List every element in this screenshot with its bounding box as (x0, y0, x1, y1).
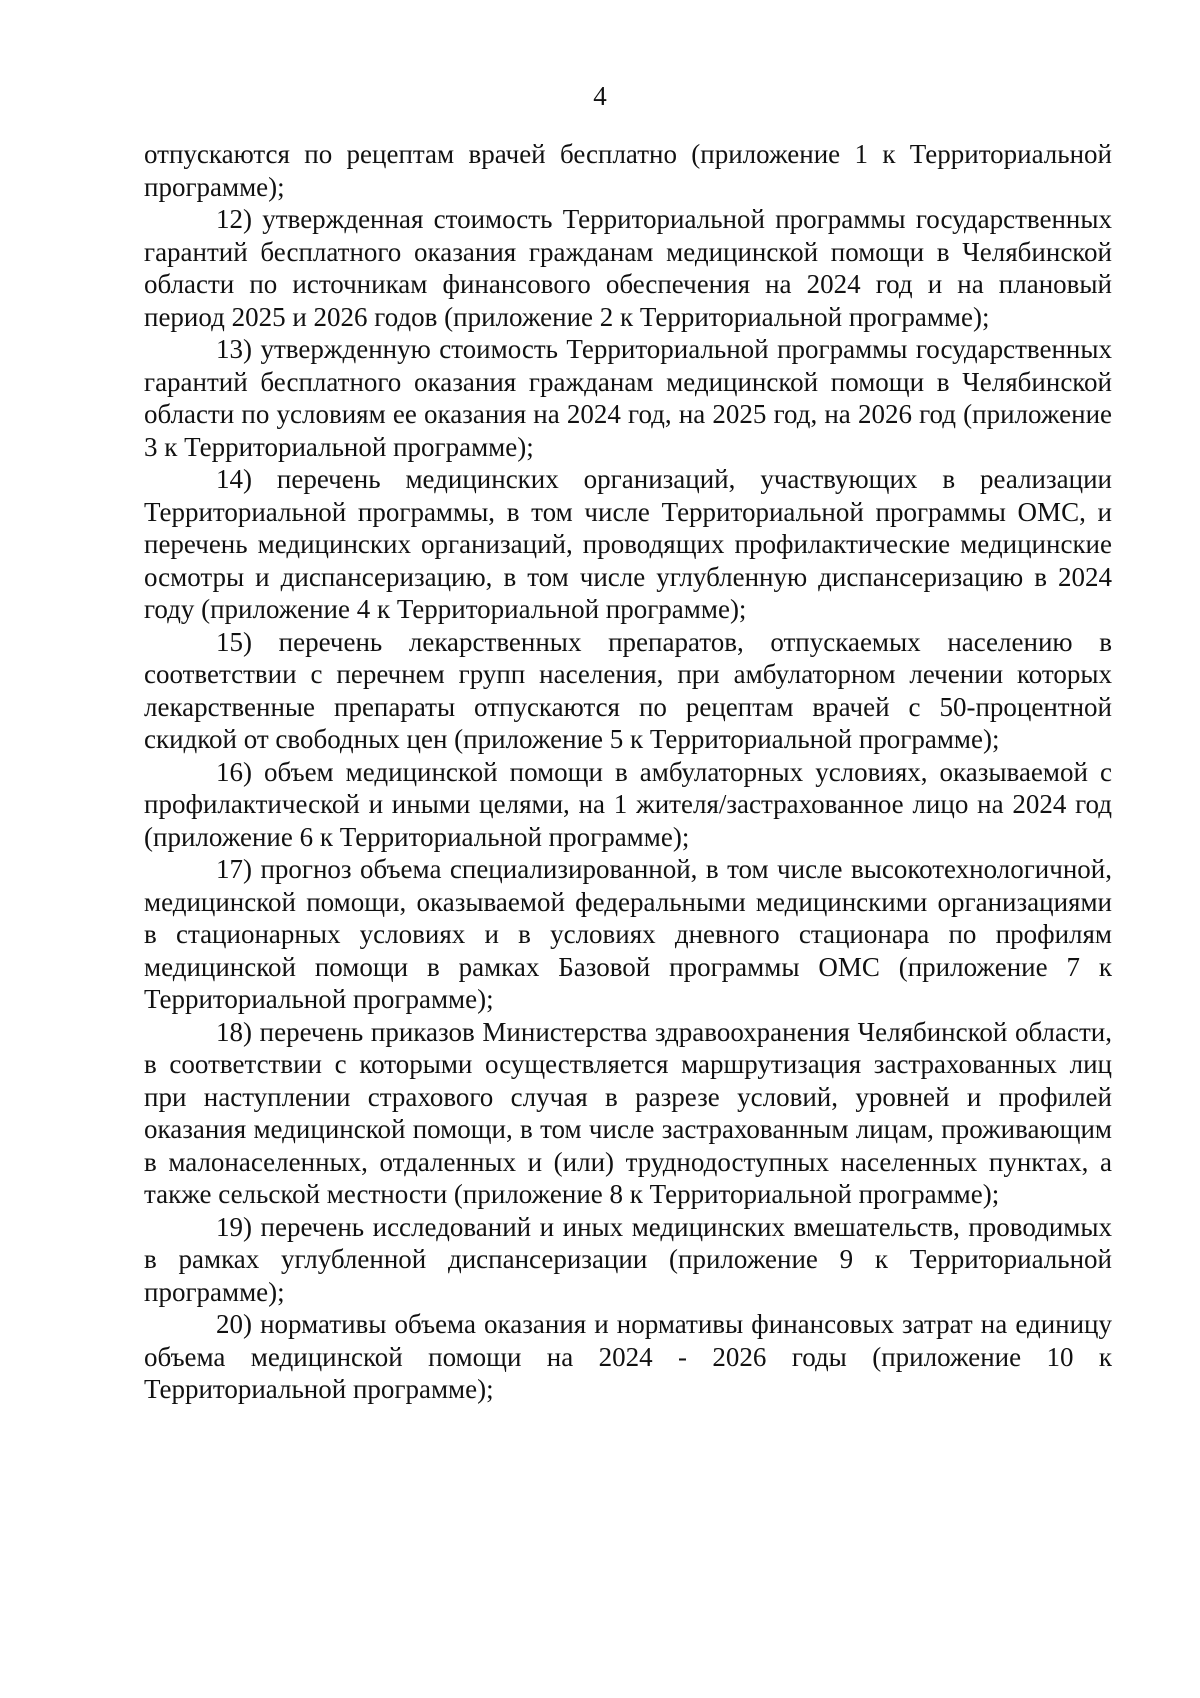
page-number: 4 (593, 81, 607, 111)
paragraph-item-14: 14) перечень медицинских организаций, участвующих в реализации Территориальной программы, в том числе Территориальной программы ОМС, и перечень медицинских организаций, проводящих профилактические медицинские осмотры и диспансеризацию, в том числе углубленную диспансеризацию в 2024 году (приложение 4 к Территориальной программе); (144, 464, 1112, 624)
paragraph-continuation: отпускаются по рецептам врачей бесплатно (приложение 1 к Территориальной программе); (144, 139, 1112, 202)
paragraph-item-15: 15) перечень лекарственных препаратов, отпускаемых населению в соответствии с перечнем групп населения, при амбулаторном лечении которых лекарственные препараты отпускаются по рецептам врачей с 50-процентной скидкой от свободных цен (приложение 5 к Территориальной программе); (144, 626, 1112, 754)
paragraph-item-12: 12) утвержденная стоимость Территориальной программы государственных гарантий бесплатного оказания гражданам медицинской помощи в Челябинской области по источникам финансового обеспечения на 2024 год и на плановый период 2025 и 2026 годов (приложение 2 к Территориальной программе); (144, 204, 1112, 332)
document-body (144, 138, 1112, 1406)
paragraph-item-16: 16) объем медицинской помощи в амбулаторных условиях, оказываемой с профилактической и иными целями, на 1 жителя/застрахованное лицо на 2024 год (приложение 6 к Территориальной программе); (144, 756, 1112, 852)
paragraph-item-13: 13) утвержденную стоимость Территориальной программы государственных гарантий бесплатного оказания гражданам медицинской помощи в Челябинской области по условиям ее оказания на 2024 год, на 2025 год, на 2026 год (приложение 3 к Территориальной программе); (144, 334, 1112, 462)
paragraph-item-17: 17) прогноз объема специализированной, в том числе высокотехнологичной, медицинской помощи, оказываемой федеральными медицинскими организациями в стационарных условиях и в условиях дневного стационара по профилям медицинской помощи в рамках Базовой программы ОМС (приложение 7 к Территориальной программе); (144, 854, 1112, 1014)
paragraph-item-20: 20) нормативы объема оказания и нормативы финансовых затрат на единицу объема медицинской помощи на 2024 - 2026 годы (приложение 10 к Территориальной программе); (144, 1309, 1112, 1404)
paragraph-item-19: 19) перечень исследований и иных медицинских вмешательств, проводимых в рамках углубленной диспансеризации (приложение 9 к Территориальной программе); (144, 1211, 1112, 1307)
paragraph-item-18: 18) перечень приказов Министерства здравоохранения Челябинской области, в соответствии с которыми осуществляется маршрутизация застрахованных лиц при наступлении страхового случая в разрезе условий, уровней и профилей оказания медицинской помощи, в том числе застрахованным лицам, проживающим в малонаселенных, отдаленных и (или) труднодоступных населенных пунктах, а также сельской местности (приложение 8 к Территориальной программе); (144, 1016, 1112, 1209)
